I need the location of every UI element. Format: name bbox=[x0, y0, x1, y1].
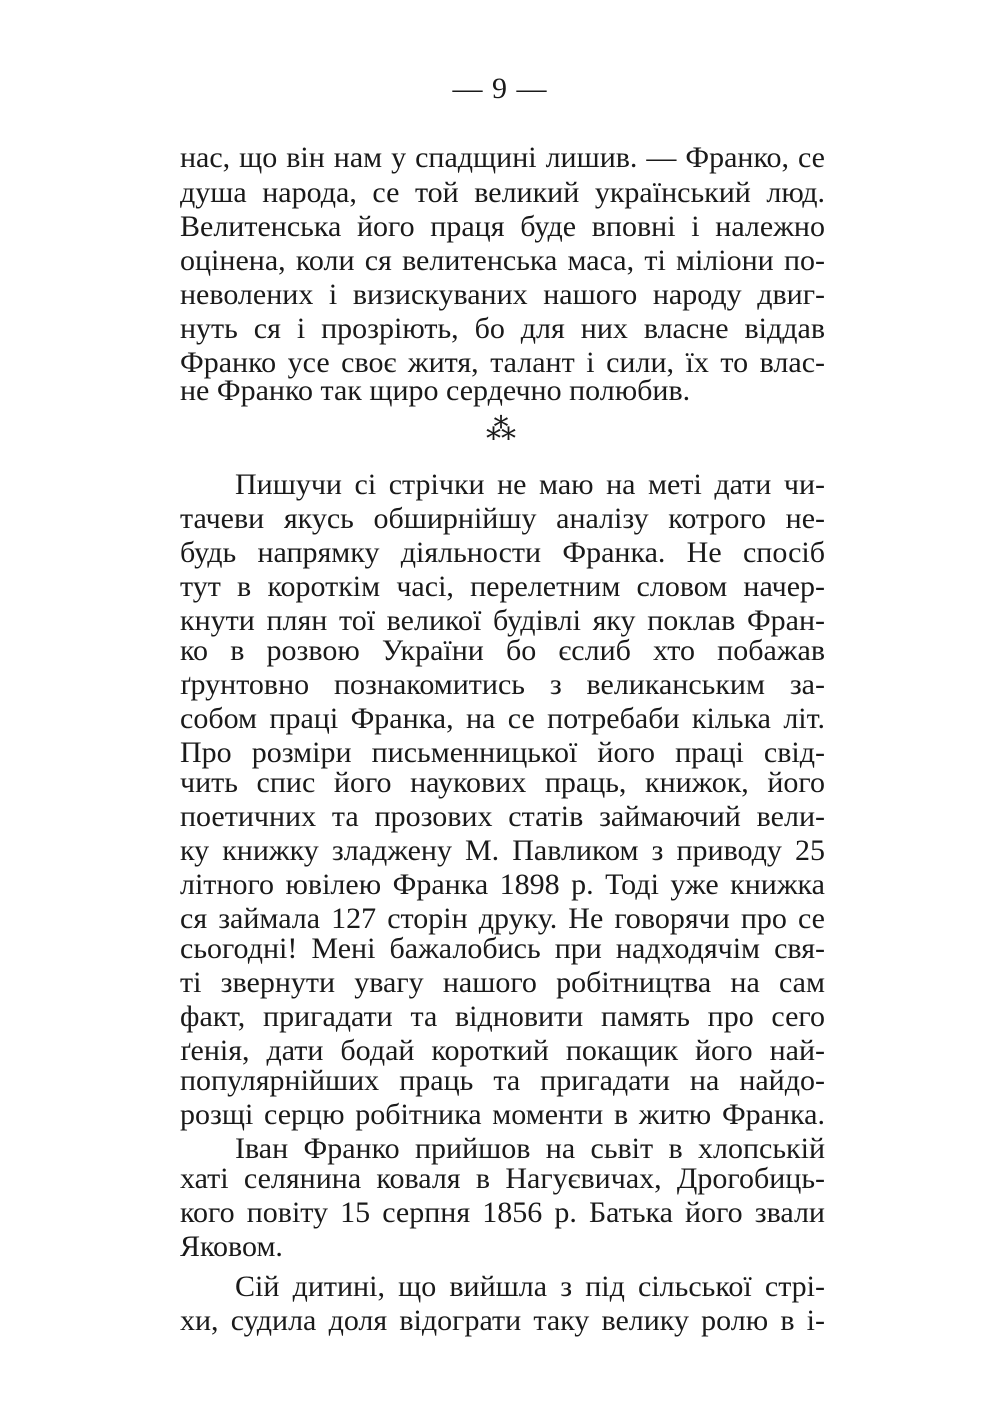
text-line: тут в короткім часі, перелетним словом начер- bbox=[180, 570, 825, 603]
text-line: ку книжку зладжену М. Павликом з приводу 25 bbox=[180, 834, 825, 867]
text-line: Про розміри письменницької його праці свід- bbox=[180, 736, 825, 769]
text-line: ґрунтовно познакомитись з великанським за- bbox=[180, 668, 825, 701]
text-line: Франко усе своє житя, талант і сили, їх то влас- bbox=[180, 346, 825, 379]
text-line: тачеви якусь обширнійшу аналізу котрого не- bbox=[180, 502, 825, 535]
text-line: хаті селянина коваля в Нагуєвичах, Дрогобиць- bbox=[180, 1162, 825, 1195]
text-line: Сій дитині, що вийшла з під сільської стрі- bbox=[235, 1270, 825, 1303]
text-line: ті звернути увагу нашого робітництва на сам bbox=[180, 966, 825, 999]
text-line: Пишучи сі стрічки не маю на меті дати чи- bbox=[235, 468, 825, 501]
text-line: хи, судила доля відограти таку велику ролю в і- bbox=[180, 1304, 825, 1337]
text-line: собом праці Франка, на се потребаби кілька літ. bbox=[180, 702, 825, 735]
text-line: Іван Франко прийшов на сьвіт в хлопській bbox=[235, 1132, 825, 1165]
text-line: поетичних та прозових статів займаючий вели- bbox=[180, 800, 825, 833]
text-line: ся займала 127 сторін друку. Не говорячи про се bbox=[180, 902, 825, 935]
text-line: сьогодні! Мені бажалобись при надходячім свя- bbox=[180, 932, 825, 965]
page-number: — 9 — bbox=[452, 72, 548, 105]
text-line: Яковом. bbox=[180, 1230, 283, 1263]
text-line: літного ювілею Франка 1898 р. Тоді уже книжка bbox=[180, 868, 825, 901]
text-line: кнути плян тої великої будівлі яку поклав Фран- bbox=[180, 604, 825, 637]
text-line: кого повіту 15 серпня 1856 р. Батька його звали bbox=[180, 1196, 825, 1229]
text-line: душа народа, се той великий український люд. bbox=[180, 176, 825, 209]
text-line: ґенія, дати бодай короткий покащик його най- bbox=[180, 1034, 825, 1067]
text-line: чить спис його наукових праць, книжок, його bbox=[180, 766, 825, 799]
text-line: оцінена, коли ся велитенська маса, ті міліони по- bbox=[180, 244, 825, 277]
text-line: нуть ся і прозріють, бо для них власне віддав bbox=[180, 312, 825, 345]
text-line: розщі серцю робітника моменти в житю Франка. bbox=[180, 1098, 825, 1131]
text-line: популярнійших праць та пригадати на найдо- bbox=[180, 1064, 825, 1097]
text-line: нас, що він нам у спадщині лишив. — Франко, се bbox=[180, 141, 825, 174]
text-line: ко в розвою України бо єслиб хто побажав bbox=[180, 634, 825, 667]
text-line: будь напрямку діяльности Франка. Не спосіб bbox=[180, 536, 825, 569]
text-line: неволених і визискуваних нашого народу двиг- bbox=[180, 278, 825, 311]
text-line: факт, пригадати та відновити память про сего bbox=[180, 1000, 825, 1033]
section-divider-asterism: ⁂ bbox=[486, 413, 514, 446]
text-line: Велитенська його праця буде вповні і належно bbox=[180, 210, 825, 243]
text-line: не Франко так щиро сердечно полюбив. bbox=[180, 374, 691, 407]
